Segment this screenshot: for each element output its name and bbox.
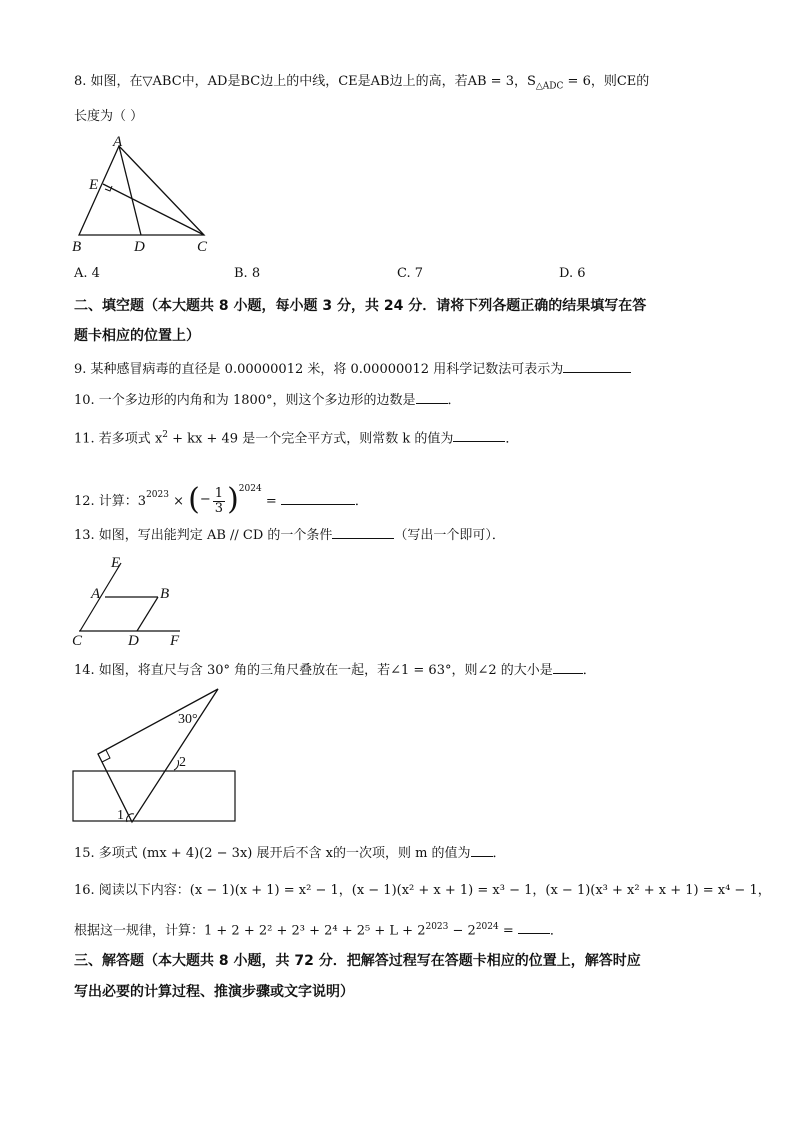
q8-option-a: A. 4 xyxy=(74,266,100,281)
q13-label-f: F xyxy=(170,633,180,649)
q15-answer-blank xyxy=(471,844,493,857)
q13-answer-blank xyxy=(332,526,394,539)
q13-text: 13. 如图，写出能判定 AB // CD 的一个条件 xyxy=(74,528,333,543)
q13-suffix: （写出一个即可）． xyxy=(394,528,505,543)
q8-label-a: A xyxy=(113,134,123,150)
q8-area-subscript: △ADC xyxy=(535,81,564,92)
q13-label-c: C xyxy=(72,633,83,649)
q12-text-prefix: 12. 计算：3 xyxy=(74,494,147,509)
q9-answer-blank xyxy=(563,360,631,373)
q16-line2 xyxy=(74,918,563,940)
q8-triangle-figure xyxy=(66,134,226,256)
q8-label-e: E xyxy=(89,177,99,193)
q8-label-d: D xyxy=(134,239,145,255)
q8-text-prefix: 8. 如图，在▽ABC中，AD是BC边上的中线，CE是AB边上的高，若AB = 3，S xyxy=(74,74,536,89)
q8-option-c: C. 7 xyxy=(397,266,424,281)
q14-label-angle-1: 1 xyxy=(117,808,124,823)
q11-text-prefix: 11. 若多项式 x xyxy=(74,431,163,447)
section2-heading-line1: 二、填空题（本大题共 8 小题，每小题 3 分，共 24 分．请将下列各题正确的结果填写在答 xyxy=(74,298,647,314)
q12-right-paren: ) xyxy=(227,482,239,517)
q16-suffix: ． xyxy=(549,923,563,939)
q11-line xyxy=(74,426,518,448)
q12-left-paren: ( xyxy=(188,482,200,517)
q11-answer-blank xyxy=(453,429,505,442)
q12-equals: = xyxy=(261,494,281,509)
q15-suffix: ． xyxy=(492,846,506,861)
q13-label-e: E xyxy=(111,555,121,571)
q11-text-mid: + kx + 49 是一个完全平方式，则常数 k 的值为 xyxy=(168,431,454,447)
q16-exponent-1: 2023 xyxy=(425,922,449,932)
q16-line1: 16. 阅读以下内容：(x − 1)(x + 1) = x² − 1，(x − 1)(x² + x + 1) = x³ − 1，(x − 1)(x³ + x² + x + 1) = x⁴ − 1， xyxy=(74,883,771,898)
q13-label-a: A xyxy=(91,586,101,602)
q16-equals: = xyxy=(498,923,518,939)
q13-label-b: B xyxy=(160,586,170,602)
q13-label-d: D xyxy=(128,633,139,649)
q14-suffix: ． xyxy=(582,663,596,678)
q14-label-30-degree: 30° xyxy=(178,712,198,727)
q11-exponent: 2 xyxy=(162,430,169,440)
q10-answer-blank xyxy=(416,391,448,404)
q12-fraction xyxy=(213,487,225,516)
q10-suffix: ． xyxy=(447,393,461,408)
q14-label-angle-2: 2 xyxy=(179,755,186,770)
q11-suffix: ． xyxy=(505,431,519,447)
q9-text: 9. 某种感冒病毒的直径是 0.00000012 米，将 0.00000012 用科学记数法可表示为 xyxy=(74,362,564,377)
q13-line xyxy=(74,526,505,545)
section2-heading-line2: 题卡相应的位置上） xyxy=(74,328,200,344)
q8-line1 xyxy=(74,73,649,96)
q13-parallel-figure xyxy=(68,553,188,649)
q12-suffix: ． xyxy=(354,494,368,509)
q15-line xyxy=(74,844,506,863)
section3-heading-line2: 写出必要的计算过程、推演步骤或文字说明） xyxy=(74,984,354,1000)
q16-exponent-2: 2024 xyxy=(475,922,499,932)
q12-times: × xyxy=(168,494,189,509)
q10-line xyxy=(74,391,461,410)
q12-fraction-numerator: 1 xyxy=(214,486,224,501)
q14-text: 14. 如图，将直尺与含 30° 角的三角尺叠放在一起，若∠1 = 63°，则∠2 的大小是 xyxy=(74,663,553,678)
q12-exponent-2: 2024 xyxy=(238,484,262,494)
q15-text: 15. 多项式 (mx + 4)(2 − 3x) 展开后不含 x的一次项，则 m 的值为 xyxy=(74,846,471,861)
q8-line2: 长度为（ ） xyxy=(74,109,144,124)
q8-option-b: B. 8 xyxy=(234,266,261,281)
q8-label-b: B xyxy=(72,239,82,255)
q14-answer-blank xyxy=(553,661,583,674)
q10-text: 10. 一个多边形的内角和为 1800°，则这个多边形的边数是 xyxy=(74,393,416,408)
q12-exponent-1: 2023 xyxy=(146,490,169,500)
q8-label-c: C xyxy=(197,239,208,255)
q12-answer-blank xyxy=(281,492,355,505)
q16-text-mid: − 2 xyxy=(448,923,476,939)
q12-fraction-denominator: 3 xyxy=(214,501,224,516)
q9-line xyxy=(74,360,631,379)
q16-answer-blank xyxy=(518,921,550,934)
q14-line xyxy=(74,661,596,680)
q12-line: 12. 计算：$3^{2023}$ × (− $\frac{1}{3}$ )$^{2024}$ = ． xyxy=(74,482,368,517)
q16-text-prefix: 根据这一规律，计算：1 + 2 + 2² + 2³ + 2⁴ + 2⁵ + L + 2 xyxy=(74,923,426,939)
q8-option-d: D. 6 xyxy=(559,266,586,281)
q8-text-suffix: = 6，则CE的 xyxy=(563,74,650,89)
q14-ruler-triangle-figure xyxy=(70,686,242,824)
section3-heading-line1: 三、解答题（本大题共 8 小题，共 72 分．把解答过程写在答题卡相应的位置上，解答时应 xyxy=(74,953,641,969)
